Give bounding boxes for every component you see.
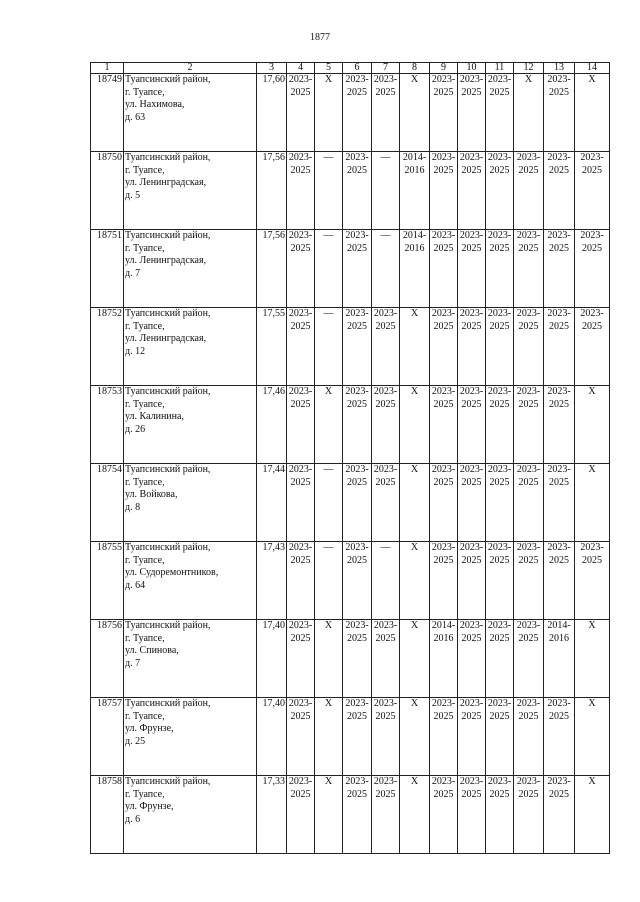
period-cell: 2023- 2025 [343,776,372,854]
period-cell: X [315,698,343,776]
column-header: 6 [343,63,372,74]
period-cell: — [372,152,400,230]
period-cell: 2023- 2025 [372,698,400,776]
period-cell: — [372,542,400,620]
period-cell: 2023- 2025 [544,230,575,308]
address-cell [124,386,257,464]
address-line: г. Туапсе, [125,398,165,410]
column-header: 12 [514,63,544,74]
period-cell: 2023- 2025 [458,74,486,152]
period-cell: X [315,74,343,152]
address-line: ул. Ленинградская, [125,177,207,188]
record-number: 18758 [91,776,124,854]
period-cell: 2023- 2025 [430,542,458,620]
cost-cell: 17,56 [257,230,287,308]
table-row [91,74,610,152]
period-cell: 2023- 2025 [544,308,575,386]
column-header: 1 [91,63,124,74]
column-header: 3 [257,63,287,74]
address-line: Туапсинский район, [125,308,211,319]
period-cell: 2023- 2025 [486,542,514,620]
period-cell: 2014- 2016 [544,620,575,698]
table-row [91,230,610,308]
address-line: ул. Войкова, [125,489,178,500]
period-cell: X [514,74,544,152]
period-cell: X [400,542,430,620]
record-number: 18753 [91,386,124,464]
column-header: 7 [372,63,400,74]
registry-table [90,62,610,854]
period-cell: 2023- 2025 [486,698,514,776]
period-cell: 2023- 2025 [430,152,458,230]
period-cell: 2023- 2025 [544,698,575,776]
table-header [91,63,610,74]
cost-cell: 17,40 [257,698,287,776]
address-line: г. Туапсе, [125,86,165,98]
period-cell: X [315,620,343,698]
address-cell [124,698,257,776]
column-header: 8 [400,63,430,74]
period-cell: 2023- 2025 [343,698,372,776]
period-cell: X [400,698,430,776]
period-cell: 2023- 2025 [514,776,544,854]
record-number: 18752 [91,308,124,386]
period-cell: 2023- 2025 [430,74,458,152]
period-cell: 2023- 2025 [544,464,575,542]
address-cell [124,542,257,620]
period-cell: X [400,776,430,854]
period-cell: 2023- 2025 [287,152,315,230]
address-line: ул. Судоремонтников, [125,567,219,578]
period-cell: 2023- 2025 [343,152,372,230]
address-line: ул. Калинина, [125,411,184,422]
period-cell: — [315,152,343,230]
period-cell: — [315,308,343,386]
address-cell [124,308,257,386]
period-cell: 2023- 2025 [430,386,458,464]
period-cell: 2014- 2016 [400,230,430,308]
header-row [91,63,610,74]
column-header: 10 [458,63,486,74]
address-cell [124,152,257,230]
cost-cell: 17,60 [257,74,287,152]
address-line: д. 63 [125,111,146,123]
period-cell: 2023- 2025 [287,386,315,464]
cost-cell: 17,43 [257,542,287,620]
table-row [91,464,610,542]
period-cell: — [372,230,400,308]
address-line: д. 12 [125,345,146,357]
period-cell: 2023- 2025 [458,230,486,308]
address-line: г. Туапсе, [125,476,165,488]
period-cell: 2023- 2025 [458,464,486,542]
period-cell: 2023- 2025 [514,464,544,542]
period-cell: X [575,620,610,698]
period-cell: 2023- 2025 [343,230,372,308]
column-header: 11 [486,63,514,74]
column-header: 9 [430,63,458,74]
cost-cell: 17,44 [257,464,287,542]
period-cell: 2023- 2025 [430,230,458,308]
column-header: 2 [124,63,257,74]
period-cell: 2023- 2025 [514,542,544,620]
cost-cell: 17,46 [257,386,287,464]
address-line: д. 6 [125,813,141,825]
period-cell: 2023- 2025 [343,74,372,152]
cost-cell: 17,40 [257,620,287,698]
address-line: г. Туапсе, [125,710,165,722]
address-line: ул. Ленинградская, [125,333,207,344]
address-line: ул. Ленинградская, [125,255,207,266]
address-line: ул. Нахимова, [125,99,185,110]
period-cell: 2023- 2025 [343,620,372,698]
address-line: д. 26 [125,423,146,435]
column-header: 5 [315,63,343,74]
table-row [91,152,610,230]
address-line: ул. Фрунзе, [125,801,174,812]
period-cell: 2023- 2025 [458,308,486,386]
period-cell: X [400,74,430,152]
address-cell [124,464,257,542]
table-row [91,620,610,698]
period-cell: X [400,464,430,542]
period-cell: 2023- 2025 [372,386,400,464]
address-line: Туапсинский район, [125,698,211,709]
period-cell: 2023- 2025 [372,308,400,386]
column-header: 14 [575,63,610,74]
period-cell: 2014- 2016 [430,620,458,698]
address-line: д. 7 [125,267,141,279]
period-cell: 2023- 2025 [514,308,544,386]
period-cell: 2023- 2025 [343,542,372,620]
record-number: 18756 [91,620,124,698]
period-cell: 2023- 2025 [575,152,610,230]
period-cell: — [315,464,343,542]
record-number: 18751 [91,230,124,308]
period-cell: 2023- 2025 [544,74,575,152]
period-cell: 2023- 2025 [486,620,514,698]
period-cell: 2023- 2025 [372,464,400,542]
period-cell: X [315,776,343,854]
period-cell: 2023- 2025 [430,776,458,854]
period-cell: 2023- 2025 [575,230,610,308]
period-cell: 2014- 2016 [400,152,430,230]
page-number: 1877 [310,32,330,43]
address-line: Туапсинский район, [125,464,211,475]
address-line: г. Туапсе, [125,320,165,332]
period-cell: 2023- 2025 [343,308,372,386]
cost-cell: 17,56 [257,152,287,230]
period-cell: 2023- 2025 [514,620,544,698]
period-cell: 2023- 2025 [486,308,514,386]
period-cell: 2023- 2025 [544,776,575,854]
table-row [91,776,610,854]
period-cell: X [315,386,343,464]
period-cell: 2023- 2025 [458,152,486,230]
address-line: г. Туапсе, [125,632,165,644]
period-cell: X [575,698,610,776]
period-cell: 2023- 2025 [287,74,315,152]
table-row [91,386,610,464]
period-cell: 2023- 2025 [486,230,514,308]
period-cell: 2023- 2025 [430,464,458,542]
period-cell: 2023- 2025 [575,542,610,620]
address-line: Туапсинский район, [125,386,211,397]
period-cell: — [315,542,343,620]
period-cell: X [400,308,430,386]
period-cell: 2023- 2025 [287,230,315,308]
period-cell: 2023- 2025 [458,776,486,854]
address-line: Туапсинский район, [125,542,211,553]
record-number: 18757 [91,698,124,776]
address-line: Туапсинский район, [125,620,211,631]
period-cell: 2023- 2025 [486,74,514,152]
column-header: 13 [544,63,575,74]
table-body [91,74,610,854]
period-cell: 2023- 2025 [544,542,575,620]
period-cell: 2023- 2025 [287,308,315,386]
address-line: д. 7 [125,657,141,669]
period-cell: 2023- 2025 [514,386,544,464]
address-cell [124,74,257,152]
table-row [91,698,610,776]
address-line: д. 5 [125,189,141,201]
period-cell: 2023- 2025 [372,74,400,152]
period-cell: 2023- 2025 [458,698,486,776]
address-line: Туапсинский район, [125,230,211,241]
period-cell: — [315,230,343,308]
period-cell: 2023- 2025 [544,152,575,230]
cost-cell: 17,55 [257,308,287,386]
period-cell: 2023- 2025 [486,386,514,464]
period-cell: X [400,386,430,464]
address-cell [124,776,257,854]
period-cell: 2023- 2025 [287,464,315,542]
period-cell: 2023- 2025 [430,698,458,776]
period-cell: 2023- 2025 [514,698,544,776]
period-cell: 2023- 2025 [458,542,486,620]
period-cell: X [575,386,610,464]
period-cell: 2023- 2025 [372,776,400,854]
record-number: 18749 [91,74,124,152]
period-cell: X [575,74,610,152]
period-cell: 2023- 2025 [458,620,486,698]
record-number: 18754 [91,464,124,542]
period-cell: 2023- 2025 [287,698,315,776]
address-cell [124,620,257,698]
table-row [91,542,610,620]
period-cell: 2023- 2025 [544,386,575,464]
period-cell: 2023- 2025 [514,152,544,230]
table-row [91,308,610,386]
cost-cell: 17,33 [257,776,287,854]
address-line: г. Туапсе, [125,554,165,566]
period-cell: 2023- 2025 [514,230,544,308]
period-cell: 2023- 2025 [486,152,514,230]
address-line: г. Туапсе, [125,164,165,176]
record-number: 18755 [91,542,124,620]
period-cell: 2023- 2025 [430,308,458,386]
address-line: г. Туапсе, [125,242,165,254]
address-line: д. 64 [125,579,146,591]
address-line: ул. Спинова, [125,645,179,656]
period-cell: 2023- 2025 [343,464,372,542]
period-cell: 2023- 2025 [575,308,610,386]
column-header: 4 [287,63,315,74]
address-cell [124,230,257,308]
period-cell: 2023- 2025 [287,542,315,620]
address-line: Туапсинский район, [125,776,211,787]
address-line: г. Туапсе, [125,788,165,800]
period-cell: X [575,464,610,542]
period-cell: X [400,620,430,698]
address-line: д. 8 [125,501,141,513]
address-line: Туапсинский район, [125,74,211,85]
period-cell: 2023- 2025 [486,776,514,854]
period-cell: 2023- 2025 [458,386,486,464]
period-cell: 2023- 2025 [372,620,400,698]
address-line: Туапсинский район, [125,152,211,163]
period-cell: 2023- 2025 [486,464,514,542]
record-number: 18750 [91,152,124,230]
address-line: ул. Фрунзе, [125,723,174,734]
period-cell: X [575,776,610,854]
period-cell: 2023- 2025 [343,386,372,464]
period-cell: 2023- 2025 [287,620,315,698]
address-line: д. 25 [125,735,146,747]
period-cell: 2023- 2025 [287,776,315,854]
